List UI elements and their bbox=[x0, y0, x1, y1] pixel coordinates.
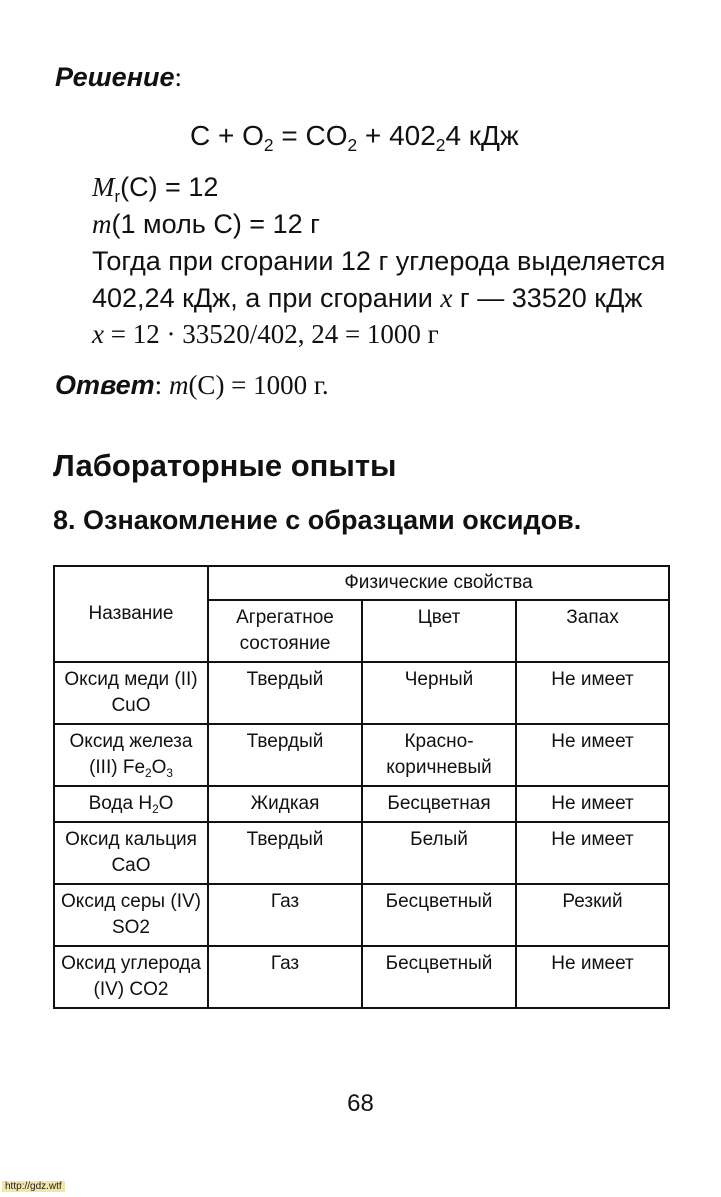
cell-smell: Не имеет bbox=[516, 822, 669, 884]
cell-color: Бесцветная bbox=[362, 786, 516, 822]
cell-state: Жидкая bbox=[208, 786, 362, 822]
table-row bbox=[54, 946, 669, 1008]
table-row bbox=[54, 884, 669, 946]
cell-color: Бесцветный bbox=[362, 884, 516, 946]
cell-color: Белый bbox=[362, 822, 516, 884]
section-title: Лабораторные опыты bbox=[53, 448, 397, 483]
cell-state: Твердый bbox=[208, 822, 362, 884]
molar-mass-line: $M_r(C) = 12$ bbox=[92, 172, 219, 206]
table-row bbox=[54, 786, 669, 822]
header-smell: Запах bbox=[516, 600, 669, 662]
cell-name: Оксид железа (III) $Fe_2O_3$ bbox=[54, 724, 208, 786]
oxides-table bbox=[53, 565, 670, 1009]
cell-state: Газ bbox=[208, 946, 362, 1008]
cell-smell: Не имеет bbox=[516, 946, 669, 1008]
cell-color: Бесцветный bbox=[362, 946, 516, 1008]
header-state: Агрегатное состояние bbox=[208, 600, 362, 662]
cell-state: Твердый bbox=[208, 724, 362, 786]
cell-smell: Не имеет bbox=[516, 662, 669, 724]
cell-color: Черный bbox=[362, 662, 516, 724]
cell-name: Вода $H_2O$ bbox=[54, 786, 208, 822]
mass-line: m(1 моль C) = 12 г bbox=[92, 209, 320, 239]
cell-smell: Не имеет bbox=[516, 786, 669, 822]
answer-line: Ответ: m(C) = 1000 г. bbox=[55, 370, 329, 400]
cell-state: Твердый bbox=[208, 662, 362, 724]
table-header-row bbox=[54, 566, 669, 600]
cell-color: Красно-коричневый bbox=[362, 724, 516, 786]
watermark-link[interactable]: http://gdz.wtf bbox=[2, 1181, 65, 1192]
table-row bbox=[54, 724, 669, 786]
table-row bbox=[54, 662, 669, 724]
reaction-equation: $C + O_2 = CO_2 + 402_24$ кДж bbox=[190, 120, 519, 156]
cell-name: Оксид углерода (IV) CO2 bbox=[54, 946, 208, 1008]
solution-label: Решение: bbox=[55, 62, 183, 92]
header-physical-properties: Физические свойства bbox=[208, 566, 669, 600]
table-row bbox=[54, 822, 669, 884]
cell-smell: Резкий bbox=[516, 884, 669, 946]
cell-state: Газ bbox=[208, 884, 362, 946]
cell-name: Оксид меди (II) CuO bbox=[54, 662, 208, 724]
page-number: 68 bbox=[347, 1090, 374, 1117]
calculation-line: x = 12 · 33520/402, 24 = 1000 г bbox=[92, 319, 439, 349]
experiment-title: 8. Ознакомление с образцами оксидов. bbox=[53, 505, 582, 535]
header-name: Название bbox=[54, 566, 208, 662]
cell-smell: Не имеет bbox=[516, 724, 669, 786]
header-color: Цвет bbox=[362, 600, 516, 662]
explanation-line-1: Тогда при сгорании 12 г углерода выделяется bbox=[92, 246, 666, 276]
cell-name: Оксид кальция CaO bbox=[54, 822, 208, 884]
explanation-line-2: 402,24 кДж, а при сгорании x г — 33520 кДж bbox=[92, 283, 643, 313]
cell-name: Оксид серы (IV) SO2 bbox=[54, 884, 208, 946]
